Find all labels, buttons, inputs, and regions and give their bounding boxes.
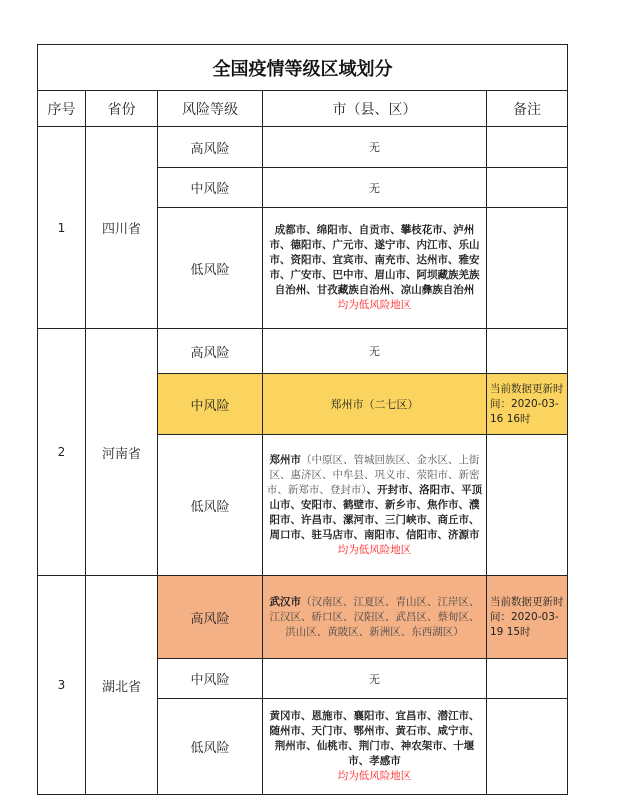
- header-notes: 备注: [487, 91, 568, 127]
- risk-level: 中风险: [158, 374, 263, 435]
- row-number: 3: [38, 576, 86, 795]
- areas: [263, 208, 487, 329]
- table-row: [38, 127, 568, 168]
- areas: 郑州市（二七区）: [263, 374, 487, 435]
- row-number: 2: [38, 329, 86, 576]
- note: [487, 435, 568, 576]
- risk-level: 中风险: [158, 168, 263, 208]
- note: [487, 659, 568, 699]
- note: 当前数据更新时间：2020-03-16 16时: [487, 374, 568, 435]
- risk-level: 高风险: [158, 329, 263, 374]
- header-row: [38, 91, 568, 127]
- risk-level: 中风险: [158, 659, 263, 699]
- risk-table: [37, 44, 568, 795]
- table-row: [38, 576, 568, 659]
- areas: 无: [263, 659, 487, 699]
- district-list: （汉南区、江夏区、青山区、江岸区、江汉区、硚口区、汉阳区、武昌区、蔡甸区、洪山区、黄陂区、新洲区、东西湖区）: [269, 595, 480, 638]
- low-risk-footer: 均为低风险地区: [337, 543, 412, 556]
- province-name: 河南省: [86, 329, 158, 576]
- city-name: 郑州市: [269, 453, 301, 466]
- area-list: 、开封市、洛阳市、平顶山市、安阳市、鹤壁市、新乡市、焦作市、濮阳市、许昌市、漯河市、三门峡市、商丘市、周口市、驻马店市、南阳市、信阳市、济源市: [269, 483, 483, 541]
- header-areas: 市（县、区）: [263, 91, 487, 127]
- row-number: 1: [38, 127, 86, 329]
- note: [487, 699, 568, 795]
- areas: [263, 576, 487, 659]
- low-risk-footer: 均为低风险地区: [337, 299, 412, 311]
- areas: 无: [263, 329, 487, 374]
- risk-level: 低风险: [158, 435, 263, 576]
- header-risk-level: 风险等级: [158, 91, 263, 127]
- table-row: [38, 329, 568, 374]
- note: [487, 208, 568, 329]
- risk-level: 低风险: [158, 699, 263, 795]
- table-title: 全国疫情等级区域划分: [38, 45, 568, 91]
- note: [487, 127, 568, 168]
- area-list: 黄冈市、恩施市、襄阳市、宜昌市、潜江市、随州市、天门市、鄂州市、黄石市、咸宁市、荆州市、仙桃市、荆门市、神农架市、十堰市、孝感市: [269, 710, 480, 767]
- note: [487, 329, 568, 374]
- areas: [263, 435, 487, 576]
- province-name: 四川省: [86, 127, 158, 329]
- district-list: （中原区、管城回族区、金水区、上街区、惠济区、中牟县、巩义市、荥阳市、新密市、新郑市、登封市）: [266, 453, 480, 496]
- note: 当前数据更新时间：2020-03-19 15时: [487, 576, 568, 659]
- low-risk-footer: 均为低风险地区: [337, 770, 412, 782]
- areas: [263, 699, 487, 795]
- areas: 无: [263, 168, 487, 208]
- area-list: 成都市、绵阳市、自贡市、攀枝花市、泸州市、德阳市、广元市、遂宁市、内江市、乐山市、资阳市、宜宾市、南充市、达州市、雅安市、广安市、巴中市、眉山市、阿坝藏族羌族自治州、甘孜藏族自治州、凉山彝族自治州: [269, 224, 480, 296]
- header-no: 序号: [38, 91, 86, 127]
- risk-level: 高风险: [158, 576, 263, 659]
- areas: 无: [263, 127, 487, 168]
- city-name: 武汉市: [269, 595, 301, 608]
- note: [487, 168, 568, 208]
- header-province: 省份: [86, 91, 158, 127]
- risk-level: 高风险: [158, 127, 263, 168]
- province-name: 湖北省: [86, 576, 158, 795]
- risk-level: 低风险: [158, 208, 263, 329]
